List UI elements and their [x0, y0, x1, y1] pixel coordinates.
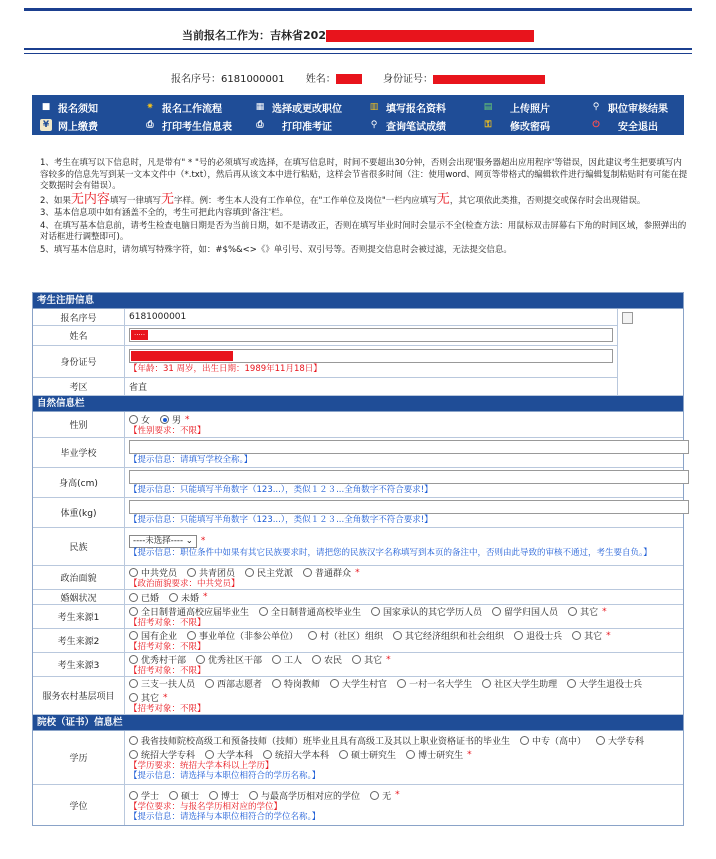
edu-radio[interactable]: 大学专科 [596, 734, 644, 747]
redacted-id [131, 351, 233, 361]
section-register: 考生注册信息 [33, 293, 683, 309]
section-natural: 自然信息栏 [33, 396, 683, 412]
edu-radio[interactable]: 中专（高中） [520, 734, 586, 747]
grid-icon: ▦ [255, 102, 265, 112]
divider [24, 53, 692, 54]
id-field[interactable] [129, 349, 613, 363]
source2-radio[interactable]: 村（社区）组织 [308, 629, 383, 642]
nav-upload-photo[interactable]: ▤ 上传照片 [483, 102, 550, 115]
school-input[interactable] [129, 440, 689, 454]
registration-form: 考生注册信息 报名序号 6181000001 姓名 ····· 身份证号 【年龄：31 周岁，出生日期：1989年11月18日】 考区 省直 自然信息栏 性别 女 男 * 【性别要求：不限】 毕业学校 【提示信息：请填写学校全称。】 身高(cm) 【提示信息：只能填写半角数字（123...），类似１２３...全角数字不符合要求!】 体重(kg) 【提示信息：只能填写半角数字（123...），类似１２３...全角数字不符合要求!】 民族 ----未选择---- ⌄ * 【提示信息：职位条件中如果有其它民族要求时，请把您的民族汉字名称填写到本页的备注中，否则由此导致的审核不通过，考生要自负。】 政治面貌 中共党员 共青团员 民主党派 普通群众 * 【政治面貌要求：中共党员】 婚姻状况 已婚 未婚 * 考生来源1 全日制普通高校应届毕业生 全日制普通高校毕业生 国家承认的其它学历人员 留学归国人员 其它 * 【招考对象：不限】 考生来源2 国有企业 事业单位（非参公单位） 村（社区）组织 其它经济组织和社会组织 退役士兵 其它 * 【招考对象：不限】 考生来源3 优秀村干部 优秀社区干部 工人 农民 其它 * 【招考对象：不限】 服务农村基层项目 三支一扶人员 西部志愿者 特岗教师 大学生村官 一村一名大学生 社区大学生助理 大学生退役士兵 其它 * 【招考对象：不限】 院校（证书）信息栏 学历 我省技师院校高级工和预备技师（技师）班毕业且具有高级工及其以上职业资格证书的毕业生 中专（高中） 大学专科 统招大学专科 大学本科 统招大学本科 硕士研究生 博士研究生 * 【学历要求：统招大学本科以上学历】 【提示信息：请选择与本职位相符合的学历名称。】 学位 学士 硕士 博士 与最高学历相对应的学位 无 * 【学位要求：与报名学历相对应的学位】 【提示信息：请选择与本职位相符合的学位名称。】 [32, 292, 684, 826]
printer-icon: ⎙ [146, 120, 154, 130]
redacted-title [326, 30, 534, 42]
service-radio[interactable]: 特岗教师 [272, 677, 320, 690]
seq-number: 6181000001 [221, 74, 285, 85]
instructions: 1、考生在填写以下信息时，凡是带有" * "号的必须填写或选择，在填写信息时，时间不要超出30分钟，否则会出现'服务器超出应用程序'等错误，因此建议考生把要填写内容较多的信息先写到某一文本文件中（*.txt），然后再从该文本中进行粘贴，这样会节省很多时间（注：使用word、网页等带格式的编辑软件进行编辑复制粘贴时有可能在提交数据时会有错误）。 2、如果无内容填写一律填写无字样。例：考生本人没有工作单位，在"工作单位及岗位"一栏内应填写无，其它项依此类推，否则提交或保存时会出现错误。 3、基本信息项中如有涵盖不全的，考生可把此内容填到'备注'栏。 4、在填写基本信息前，请考生检查电脑日期是否为当前日期，如不是请改正，否则在填写毕业时间时会显示不全(检查方法：用鼠标双击屏幕右下角的时间区域，参照弹出的对话框进行调整即可)。 5、填写基本信息时，请勿填写特殊字符，如：#$%&<>《》单引号、双引号等。否则提交信息时会被过滤，无法提交信息。 [40, 158, 688, 255]
service-radio[interactable]: 社区大学生助理 [482, 677, 557, 690]
edu-radio[interactable]: 统招大学本科 [263, 748, 329, 761]
nav-change-password[interactable]: ⚿ 修改密码 [482, 116, 550, 134]
source1-radio[interactable]: 全日制普通高校毕业生 [259, 605, 361, 618]
book-icon: ▥ [369, 102, 379, 112]
nation-select[interactable]: ----未选择---- ⌄ [129, 535, 197, 548]
political-radio[interactable]: 民主党派 [245, 566, 293, 579]
degree-radio[interactable]: 博士 [209, 789, 239, 802]
section-school: 院校（证书）信息栏 [33, 715, 683, 731]
nav-print-info[interactable]: ⎙ 打印考生信息表 [144, 116, 232, 134]
source3-radio[interactable]: 优秀社区干部 [196, 653, 262, 666]
exit-icon: ⏻ [592, 120, 600, 130]
applicant-info: 报名序号：6181000001 姓名： 身份证号： [24, 70, 692, 85]
main-nav [32, 95, 684, 135]
register-block: 报名序号 6181000001 姓名 ····· 身份证号 【年龄：31 周岁，出生日期：1989年11月18日】 考区 省直 [33, 309, 683, 396]
source1-radio[interactable]: 国家承认的其它学历人员 [371, 605, 482, 618]
nav-fill-info[interactable]: ▥ 填写报名资料 [369, 102, 446, 115]
broken-image-icon [622, 312, 633, 324]
source2-radio[interactable]: 其它经济组织和社会组织 [393, 629, 504, 642]
divider [24, 48, 692, 50]
redacted-name [336, 74, 362, 84]
nav-pay-online[interactable]: ¥ 网上缴费 [40, 116, 98, 134]
source2-radio[interactable]: 国有企业 [129, 629, 177, 642]
nav-workflow[interactable]: ✷ 报名工作流程 [144, 98, 222, 116]
nav-notice[interactable]: ■ 报名须知 [41, 102, 98, 115]
gender-male-radio[interactable]: 男 * [160, 413, 190, 426]
source2-radio[interactable]: 退役士兵 [514, 629, 562, 642]
source1-radio[interactable]: 全日制普通高校应届毕业生 [129, 605, 249, 618]
redacted-id [433, 75, 545, 84]
nav-print-admission[interactable]: ⎙ 打印准考证 [254, 116, 332, 134]
edu-radio[interactable]: 博士研究生 * [406, 748, 472, 761]
nav-query-score[interactable]: ⚲ 查询笔试成绩 [368, 116, 446, 134]
source1-radio[interactable]: 其它 * [568, 605, 607, 618]
political-radio[interactable]: 普通群众 * [303, 566, 360, 579]
edu-radio[interactable]: 大学本科 [205, 748, 253, 761]
source3-radio[interactable]: 优秀村干部 [129, 653, 186, 666]
nav-logout[interactable]: ⏻ 安全退出 [590, 116, 658, 134]
service-radio[interactable]: 其它 * [129, 691, 168, 704]
service-radio[interactable]: 西部志愿者 [205, 677, 262, 690]
gender-female-radio[interactable]: 女 [129, 413, 150, 426]
photo-box [617, 309, 689, 395]
edu-radio[interactable]: 硕士研究生 [339, 748, 396, 761]
weight-input[interactable] [129, 500, 689, 514]
service-radio[interactable]: 三支一扶人员 [129, 677, 195, 690]
source3-radio[interactable]: 其它 * [352, 653, 391, 666]
degree-radio[interactable]: 硕士 [169, 789, 199, 802]
service-radio[interactable]: 大学生退役士兵 [567, 677, 642, 690]
height-input[interactable] [129, 470, 689, 484]
source3-radio[interactable]: 工人 [272, 653, 302, 666]
name-field[interactable]: ····· [129, 328, 613, 342]
magnifier-icon: ⚲ [592, 102, 600, 112]
marriage-radio[interactable]: 已婚 [129, 591, 159, 604]
payment-icon: ¥ [40, 119, 52, 131]
nav-review-result[interactable]: ⚲ 职位审核结果 [590, 98, 668, 116]
nav-select-position[interactable]: ▦ 选择或更改职位 [255, 102, 342, 115]
degree-radio[interactable]: 学士 [129, 789, 159, 802]
source2-radio[interactable]: 事业单位（非参公单位） [187, 629, 298, 642]
degree-radio[interactable]: 与最高学历相对应的学位 [249, 789, 360, 802]
sun-icon: ✷ [146, 102, 154, 112]
page-title: 当前报名工作为：吉林省202 [24, 27, 692, 43]
megaphone-icon: ■ [41, 102, 51, 112]
source3-radio[interactable]: 农民 [312, 653, 342, 666]
marriage-radio[interactable]: 未婚 * [169, 591, 208, 604]
edu-radio[interactable]: 我省技师院校高级工和预备技师（技师）班毕业且具有高级工及其以上职业资格证书的毕业生 [129, 734, 510, 747]
source2-radio[interactable]: 其它 * [572, 629, 611, 642]
seq-value: 6181000001 [129, 312, 187, 322]
service-radio[interactable]: 大学生村官 [330, 677, 387, 690]
top-border [24, 8, 692, 11]
edu-radio[interactable]: 统招大学专科 [129, 748, 195, 761]
key-icon: ⚿ [484, 120, 492, 130]
page [24, 0, 692, 859]
search-icon: ⚲ [370, 120, 378, 130]
photo-icon: ▤ [483, 102, 493, 112]
degree-radio[interactable]: 无 * [370, 789, 400, 802]
political-radio[interactable]: 中共党员 [129, 566, 177, 579]
service-radio[interactable]: 一村一名大学生 [397, 677, 472, 690]
political-radio[interactable]: 共青团员 [187, 566, 235, 579]
printer-icon: ⎙ [256, 120, 264, 130]
source1-radio[interactable]: 留学归国人员 [492, 605, 558, 618]
